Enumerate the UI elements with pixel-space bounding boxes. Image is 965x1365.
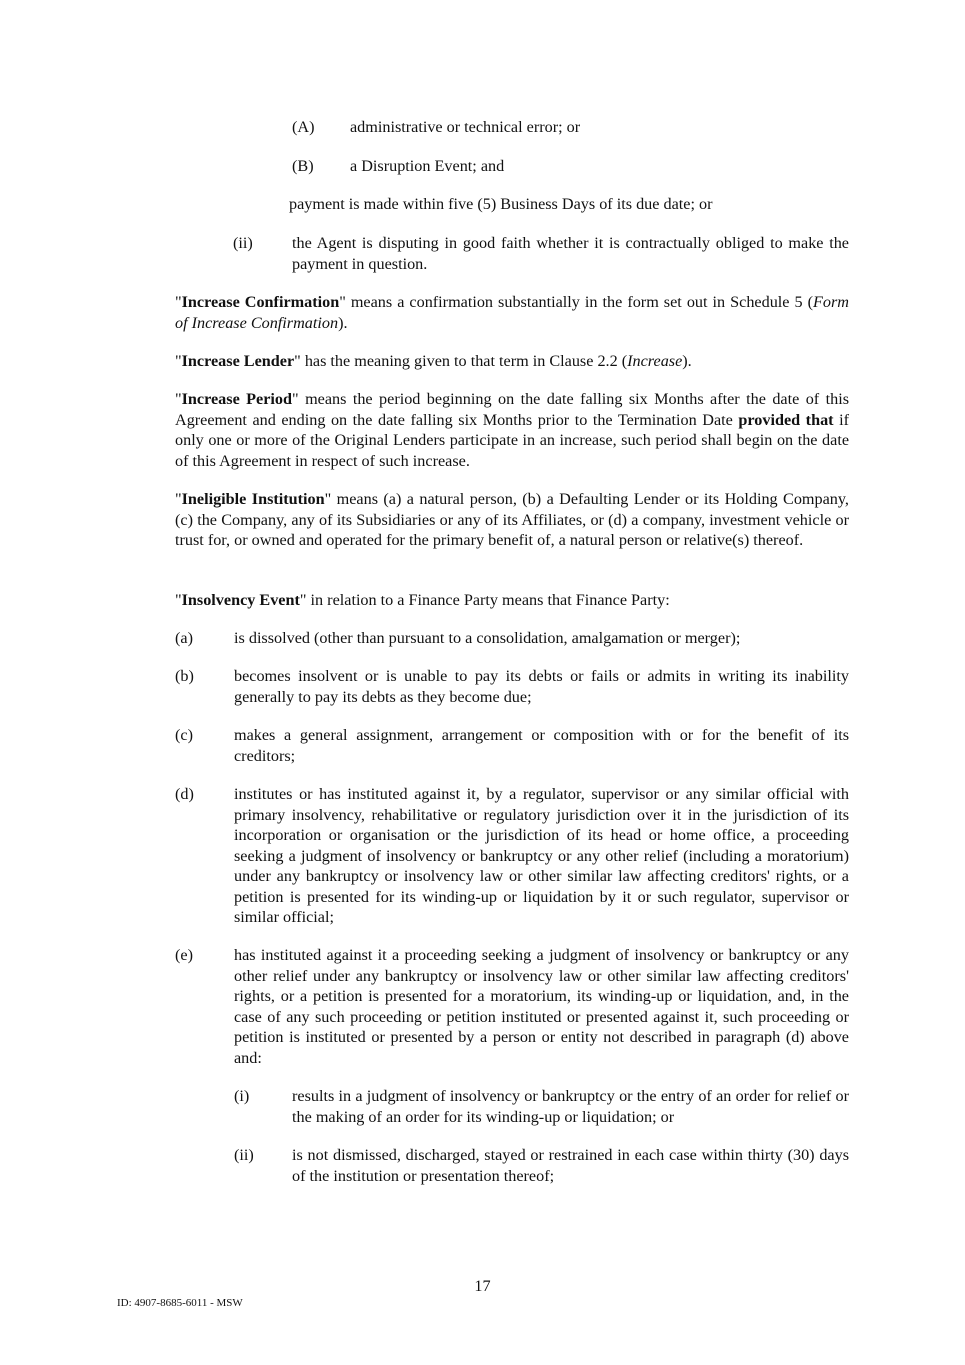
item-text-c: makes a general assignment, arrangement or composition with or for the benefit of its creditors; (234, 726, 849, 765)
item-text-d: institutes or has instituted against it, by a regulator, supervisor or any similar official with primary insolvency, rehabilitative or regulatory jurisdiction over it in the jurisdiction of its incorporation or organisation or the jurisdiction of its head or home office, a proceeding seeking a judgment of insolvency or bankruptcy or any other relief (including a moratorium) under any bankruptcy or insolvency law or other similar law affecting creditors' rights, or a petition is presented for its winding-up or liquidation by it or such regulator, supervisor or similar official; (234, 785, 849, 926)
clause-label-ii: (ii) (233, 234, 253, 252)
subitem-label-e-ii: (ii) (234, 1146, 254, 1164)
clause-text-ii: the Agent is disputing in good faith whether it is contractually obliged to make the payment in question. (292, 234, 849, 273)
term-increase-period: Increase Period (181, 390, 293, 408)
definition-increase-lender: "Increase Lender" has the meaning given to that term in Clause 2.2 (Increase). (175, 352, 692, 370)
item-label-c: (c) (175, 726, 193, 744)
definition-increase-confirmation: "Increase Confirmation" means a confirmation substantially in the form set out in Schedule 5 (Form of Increase Confirmation). (175, 293, 849, 332)
payment-line: payment is made within five (5) Business Days of its due date; or (289, 195, 713, 213)
item-text-e: has instituted against it a proceeding seeking a judgment of insolvency or bankruptcy or any other relief under any bankruptcy or insolvency law or other similar law affecting creditors' rights, or a petition is presented for a moratorium, its winding-up or liquidation, and, in the case of any such proceeding or petition instituted or presented against it, such proceeding or petition is instituted or presented by a person or entity not described in paragraph (d) above and: (234, 946, 849, 1067)
item-label-e: (e) (175, 946, 193, 964)
definition-increase-period: "Increase Period" means the period beginning on the date falling six Months after the date of this Agreement and ending on the date falling six Months prior to the Termination Date provided that if only one or more of the Original Lenders participate in an increase, such period shall begin on the date of this Agreement in respect of such increase. (175, 390, 849, 470)
clause-text-B: a Disruption Event; and (350, 157, 505, 175)
clause-text-A: administrative or technical error; or (350, 118, 581, 136)
subitem-text-e-ii: is not dismissed, discharged, stayed or restrained in each case within thirty (30) days of the institution or presentation thereof; (292, 1146, 849, 1185)
subitem-label-e-i: (i) (234, 1087, 250, 1105)
term-ineligible-institution: Ineligible Institution (181, 490, 325, 508)
subitem-text-e-i: results in a judgment of insolvency or bankruptcy or the entry of an order for relief or the making of an order for its winding-up or liquidation; or (292, 1087, 849, 1126)
clause-label-A: (A) (292, 118, 315, 136)
term-increase-lender: Increase Lender (181, 352, 295, 370)
item-text-a: is dissolved (other than pursuant to a consolidation, amalgamation or merger); (234, 629, 741, 647)
definition-insolvency-event: "Insolvency Event" in relation to a Finance Party means that Finance Party: (175, 591, 670, 609)
term-increase-confirmation: Increase Confirmation (181, 293, 340, 311)
term-insolvency-event: Insolvency Event (181, 591, 300, 609)
item-label-d: (d) (175, 785, 194, 803)
definition-ineligible-institution: "Ineligible Institution" means (a) a natural person, (b) a Defaulting Lender or its Holding Company, (c) the Company, any of its Subsidiaries or any of its Affiliates, or (d) a company, investment vehicle or trust for, or owned and operated for the primary benefit of, a natural person or relative(s) thereof. (175, 490, 849, 549)
document-id: ID: 4907-8685-6011 - MSW (117, 1297, 243, 1309)
page-number: 17 (474, 1277, 491, 1295)
item-label-a: (a) (175, 629, 193, 647)
clause-label-B: (B) (292, 157, 314, 175)
item-text-b: becomes insolvent or is unable to pay its debts or fails or admits in writing its inability generally to pay its debts as they become due; (234, 667, 849, 706)
item-label-b: (b) (175, 667, 194, 685)
